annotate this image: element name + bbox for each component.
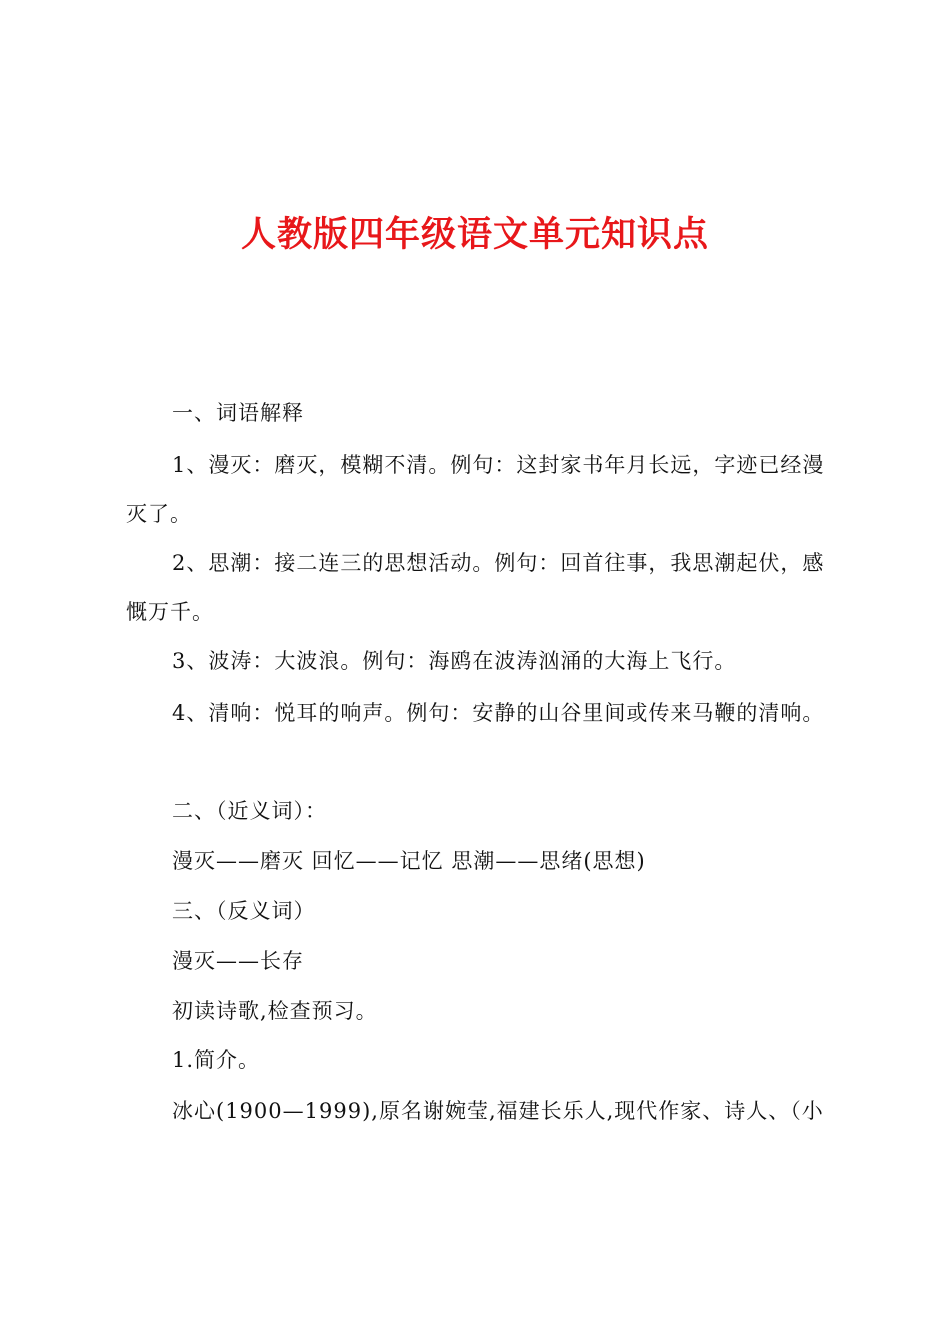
paragraph-line: 初读诗歌,检查预习。 <box>172 999 378 1023</box>
paragraph-line: 1、漫灭：磨灭，模糊不清。例句：这封家书年月长远，字迹已经漫 <box>172 453 825 477</box>
paragraph-line: 漫灭——磨灭 回忆——记忆 思潮——思绪(思想) <box>172 849 646 873</box>
document-title: 人教版四年级语文单元知识点 <box>240 214 709 255</box>
paragraph-line: 漫灭——长存 <box>172 949 304 973</box>
paragraph-line: 2、思潮：接二连三的思想活动。例句：回首往事，我思潮起伏，感 <box>172 551 825 575</box>
paragraph-line: 冰心(1900—1999),原名谢婉莹,福建长乐人,现代作家、诗人、（小 <box>172 1099 824 1123</box>
section-heading-word-explanation: 一、词语解释 <box>172 401 304 425</box>
paragraph-line: 4、清响：悦耳的响声。例句：安静的山谷里间或传来马鞭的清响。 <box>172 701 825 725</box>
section-heading-synonyms: 二、（近义词）： <box>172 799 327 823</box>
paragraph-line: 慨万千。 <box>126 600 214 624</box>
paragraph-line: 1.简介。 <box>172 1048 261 1072</box>
paragraph-line: 灭了。 <box>126 502 192 526</box>
paragraph-line: 3、波涛：大波浪。例句：海鸥在波涛汹涌的大海上飞行。 <box>172 649 737 673</box>
section-heading-antonyms: 三、（反义词） <box>172 899 316 923</box>
